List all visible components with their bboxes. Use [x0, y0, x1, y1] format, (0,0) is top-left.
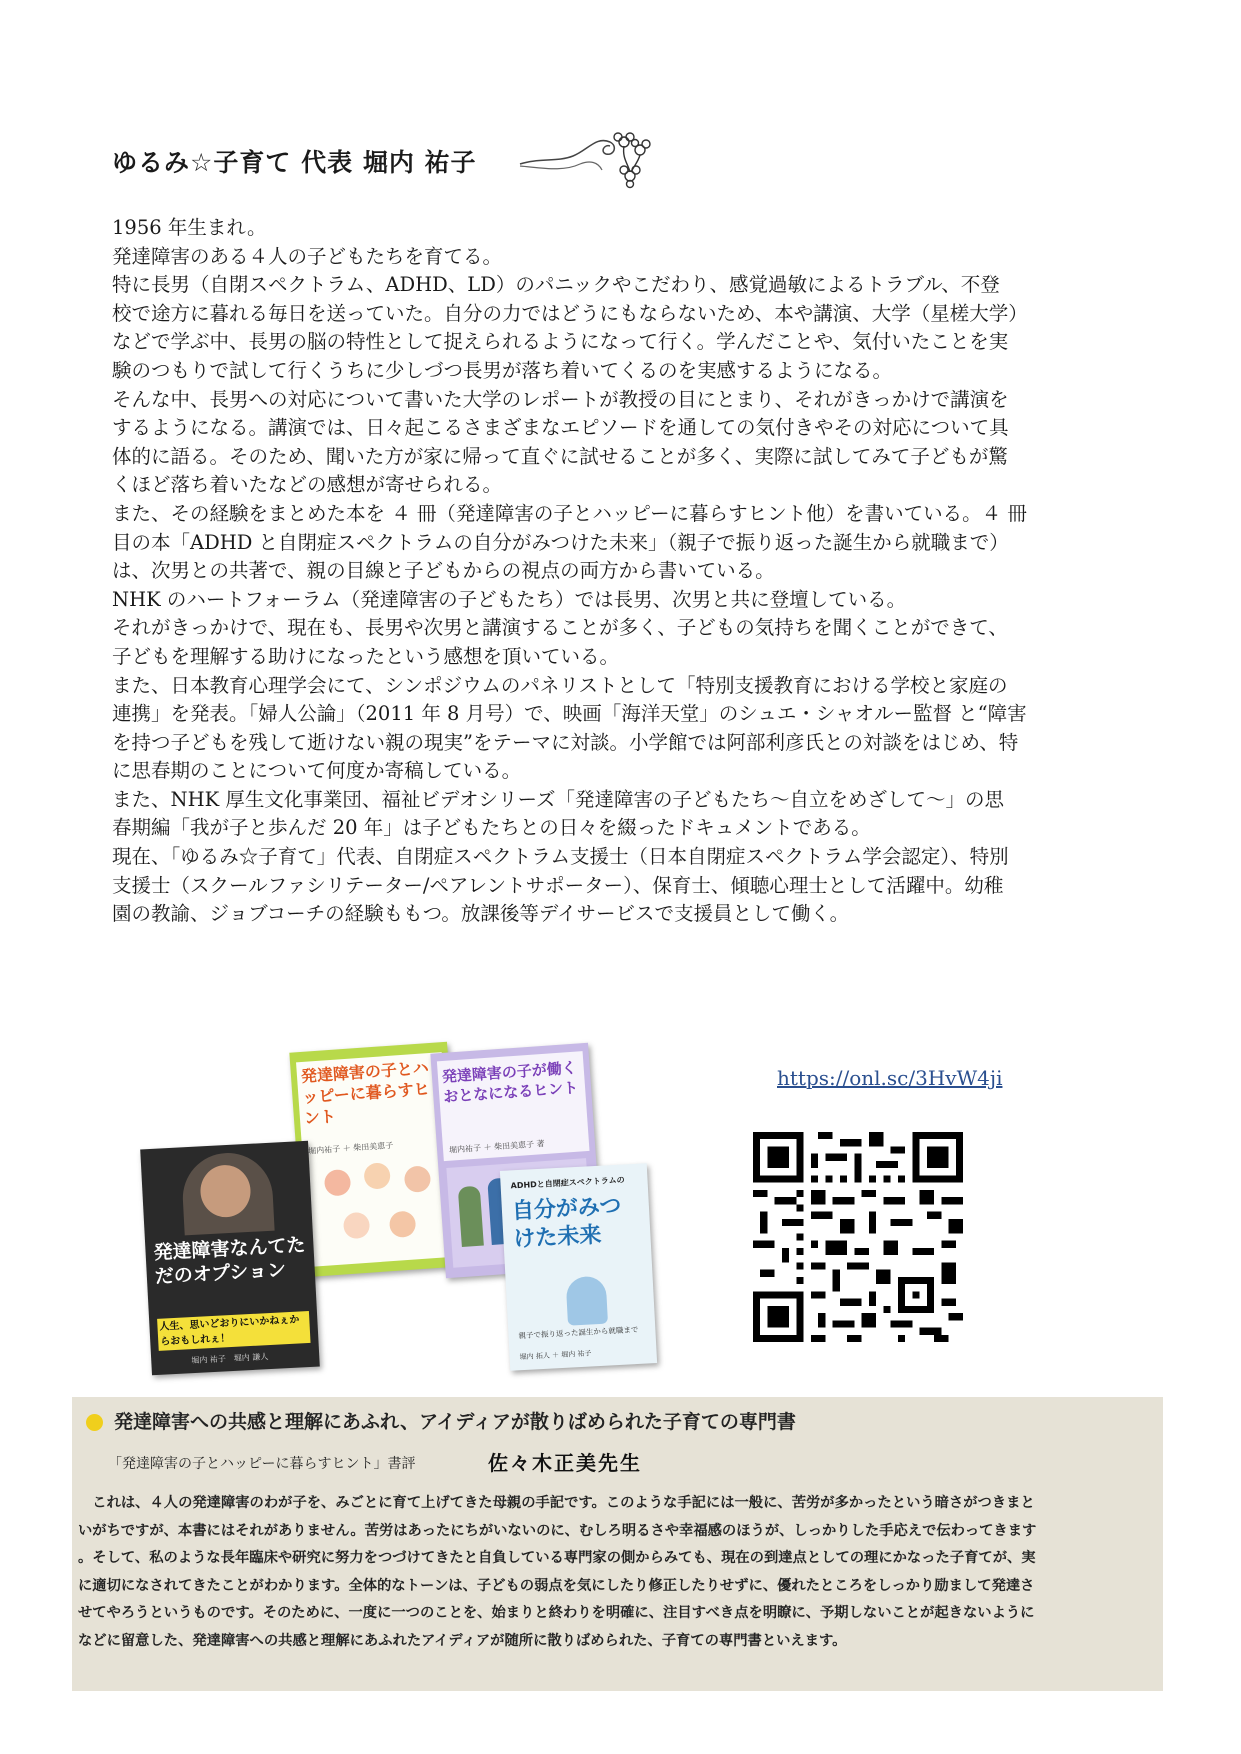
book-illustration — [315, 1155, 443, 1255]
book-title: 発達障害の子が働くおとなになるヒント — [441, 1058, 579, 1106]
bio-line: は、次男との共著で、親の目線と子どもからの視点の両方から書いている。 — [112, 559, 775, 583]
bio-line: 目の本「ADHD と自閉症スペクトラムの自分がみつけた未来」（親子で振り返った誕生から就職まで） — [112, 530, 1009, 554]
bio-line: また、NHK 厚生文化事業団、福祉ビデオシリーズ「発達障害の子どもたち〜自立をめざして〜」の思 — [112, 787, 1004, 811]
bio-line: 現在、「ゆるみ☆子育て」代表、自閉症スペクトラム支援士（日本自閉症スペクトラム学会認定）、特別 — [112, 845, 1009, 869]
bullet-icon — [86, 1414, 103, 1431]
bio-line: 校で途方に暮れる毎日を送っていた。自分の力ではどうにもならないため、本や講演、大学（星槎大学） — [112, 301, 1028, 325]
bio-line: 特に長男（自閉スペクトラム、ADHD、LD）のパニックやこだわり、感覚過敏によるトラブル、不登 — [112, 273, 1000, 297]
bio-line: くほど落ち着いたなどの感想が寄せられる。 — [112, 473, 503, 497]
book-title: 発達障害なんてただのオプション — [153, 1234, 307, 1288]
review-line: せてやろうというものです。そのために、一度に一つのことを、始まりと終わりを明確に、注目すべき点を明瞭に、予期しないことが起きないように — [78, 1605, 1035, 1622]
review-line: などに留意した、発達障害への共感と理解にあふれたアイディアが随所に散りばめられた、子育ての専門書といえます。 — [78, 1632, 847, 1649]
book-pretitle: ADHDと自閉症スペクトラムの — [510, 1175, 625, 1191]
book-tagline: 人生、思いどおりにいかねぇからおもしれぇ！ — [157, 1311, 310, 1351]
bio-line: 1956 年生まれ。 — [112, 216, 267, 239]
bio-line: また、日本教育心理学会にて、シンポジウムのパネリストとして「特別支援教育における学校と家庭の — [112, 673, 1008, 697]
book-authors: 堀内祐子 ＋ 柴田美恵子 著 — [448, 1139, 545, 1155]
bio-line: などで学ぶ中、長男の脳の特性として捉えられるようになって行く。学んだことや、気付いたことを実 — [112, 330, 1009, 354]
qr-code-icon[interactable] — [753, 1132, 963, 1342]
bio-line: また、その経験をまとめた本を ４ 冊（発達障害の子とハッピーに暮らすヒント他）を書いている。４ 冊 — [112, 501, 1027, 525]
bio-line: 発達障害のある４人の子どもたちを育てる。 — [112, 244, 503, 268]
book-authors: 堀内 拓人 ＋ 堀内 祐子 — [519, 1349, 592, 1362]
book-review-panel — [72, 1397, 1163, 1691]
floral-ornament-icon — [518, 128, 658, 193]
review-line: に適切になされてきたことがわかります。全体的なトーンは、子どもの弱点を気にしたり修正したりせずに、優れたところをしっかり励まして発達さ — [78, 1577, 1035, 1594]
book-authors: 堀内 祐子 堀内 謙人 — [191, 1352, 269, 1366]
book-title: 自分がみつけた未来 — [511, 1193, 623, 1253]
bio-line: そんな中、長男への対応について書いた大学のレポートが教授の目にとまり、それがきっかけで講演を — [112, 387, 1009, 411]
review-headline: 発達障害への共感と理解にあふれ、アイディアが散りばめられた子育ての専門書 — [114, 1411, 796, 1433]
bio-line: 連携」を発表。「婦人公論」（2011 年 8 月号）で、映画「海洋天堂」のシュエ・シャオルー監督 と“障害 — [112, 702, 1027, 726]
bio-line: 支援士（スクールファシリテーター/ペアレントサポーター）、保育士、傾聴心理士として活躍中。幼稚 — [112, 873, 1004, 897]
bio-line: 子どもを理解する助けになったという感想を頂いている。 — [112, 644, 620, 668]
bio-line: に思春期のことについて何度か寄稿している。 — [112, 759, 522, 783]
bio-line: それがきっかけで、現在も、長男や次男と講演することが多く、子どもの気持ちを聞くことができて、 — [112, 616, 1008, 640]
review-author: 佐々木正美先生 — [488, 1451, 642, 1475]
bio-line: NHK のハートフォーラム（発達障害の子どもたち）では長男、次男と共に登壇している。 — [112, 587, 907, 611]
book-title: 発達障害の子とハッピーに暮らすヒント — [300, 1058, 431, 1128]
review-body — [78, 1490, 1158, 1656]
page-title: ゆるみ☆子育て 代表 堀内 祐子 — [112, 148, 477, 177]
bio-line: 体的に語る。そのため、聞いた方が家に帰って直ぐに試せることが多く、実際に試してみて子どもが驚 — [112, 444, 1008, 468]
review-line: いがちですが、本書にはそれがありません。苦労はあったにちがいないのに、むしろ明るさや幸福感のほうが、しっかりした手応えで伝わってきます — [78, 1522, 1037, 1539]
short-url-link[interactable]: https://onl.sc/3HvW4ji — [777, 1066, 1003, 1090]
biography-text — [112, 214, 1142, 929]
bio-line: 園の教諭、ジョブコーチの経験ももつ。放課後等デイサービスで支援員として働く。 — [112, 902, 850, 926]
book-illustration — [566, 1276, 608, 1326]
review-subtitle: 「発達障害の子とハッピーに暮らすヒント」書評 — [108, 1456, 416, 1472]
book-cover-just-an-option — [140, 1141, 320, 1375]
bio-line: を持つ子どもを残して逝けない親の現実”をテーマに対談。小学館では阿部利彦氏との対談をはじめ、特 — [112, 730, 1019, 754]
book-cover-my-future — [500, 1163, 657, 1370]
bio-line: するようになる。講演では、日々起こるさまざまなエピソードを通しての気付きやその対応について具 — [112, 416, 1009, 440]
bio-line: 春期編「我が子と歩んだ 20 年」は子どもたちとの日々を綴ったドキュメントである。 — [112, 816, 871, 840]
book-subtitle: 親子で振り返った誕生から就職まで — [518, 1324, 639, 1341]
bio-line: 験のつもりで試して行くうちに少しづつ長男が落ち着いてくるのを実感するようになる。 — [112, 358, 893, 382]
review-line: これは、４人の発達障害のわが子を、みごとに育て上げてきた母親の手記です。このような手記には一般に、苦労が多かったという暗さがつきまと — [78, 1495, 1035, 1511]
book-authors: 堀内祐子 ＋ 柴田美恵子 — [307, 1140, 394, 1156]
review-line: 。そして、私のような長年臨床や研究に努力をつづけてきたと自負している専門家の側からみても、現在の到達点としての理にかなった子育てが、実 — [78, 1550, 1036, 1567]
